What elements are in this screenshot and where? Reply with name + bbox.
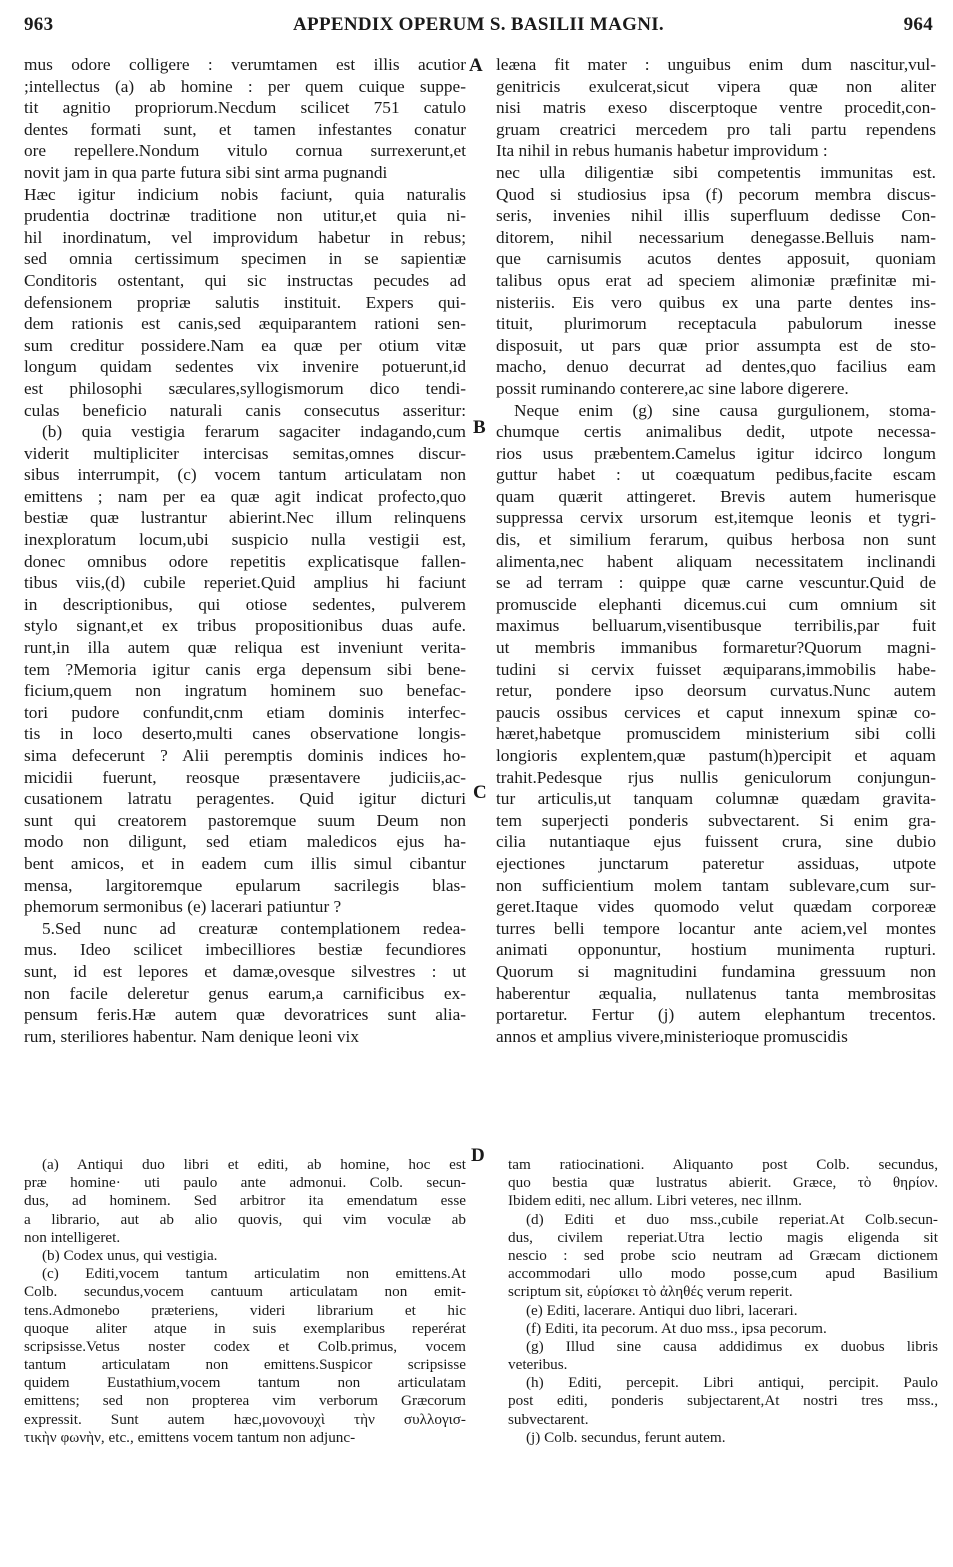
text-line: sed omnia certissimum specimen in se sapientiæ <box>24 249 466 269</box>
text-line: stylo signant,et ex tribus propositionibus duas aufe. <box>24 616 466 636</box>
text-line: Colb. secundus,vocem cantuum articulatam non emit- <box>24 1283 466 1301</box>
text-line: Neque enim (g) sine causa gurgulionem, stoma- <box>514 400 936 420</box>
text-line: retur, pondere ipso deorsum curvatus.Nunc autem <box>496 681 936 701</box>
text-line: tori pudore confundit,cnm etiam dominis interfec- <box>24 702 466 722</box>
text-line: novit jam in qua parte futura sibi sint arma pugnandi <box>24 162 388 182</box>
text-line: prudentia doctrinæ traditione non utitur,et quia ni- <box>24 206 466 226</box>
text-line: Hæc igitur indicium nobis faciunt, quia naturalis <box>24 184 466 204</box>
text-line: tituit, plurimorum receptacula pabulorum inesse <box>496 314 936 334</box>
text-line: non facile deleretur genus earum,a carnificibus ex- <box>24 983 466 1003</box>
text-line: rum, steriliores habentur. Nam denique leoni vix <box>24 1026 359 1046</box>
text-line: (g) Illud sine causa addidimus ex duobus libris <box>526 1337 938 1355</box>
text-line: tam ratiocinationi. Aliquanto post Colb. secundus, <box>508 1156 938 1173</box>
text-line: seris, invenies nihil illis superfluum dedisse Con- <box>496 206 936 226</box>
text-line: quo bestia quæ lustratus abierit. Græce, τὸ θηρίον. <box>508 1174 938 1192</box>
text-line: subvectarent. <box>508 1410 589 1428</box>
running-head <box>24 14 933 44</box>
text-line: (b) Codex unus, qui vestigia. <box>42 1246 218 1264</box>
text-line: ditorem, nihil necessarium denegasse.Belluis nam- <box>496 227 936 247</box>
text-line: cilia nutantiaque ejus fuissent crura, sine dubio <box>496 832 936 852</box>
text-line: ut membris immanibus formaretur?Quorum magni- <box>496 638 936 658</box>
text-line: paucis ossibus cervices et caput innexum spinæ co- <box>496 702 936 722</box>
text-line: maximus belluarum,visentibusque terribilis,par fuit <box>496 616 936 636</box>
text-line: dentes formati sunt, et tamen infestantes conatur <box>24 119 466 139</box>
text-line: veteribus. <box>508 1356 568 1374</box>
text-line: sum creditur possidere.Nam ea quæ per otium vitæ <box>24 335 466 355</box>
left-text-column <box>24 54 466 1047</box>
text-line: inexploratum locum,ubi suspicio nulla vestigii est, <box>24 530 466 550</box>
text-line: disposuit, ut pars quæ prior assumpta est de sto- <box>496 335 936 355</box>
text-line: nescio : sed probe scio neutram ad Græcam dictionem <box>508 1246 938 1264</box>
text-line: nec ulla diligentiæ sibi competentis immunitas est. <box>496 162 936 182</box>
text-line: nisteriis. Eis vero quibus ex una parte dentes ins- <box>496 292 936 312</box>
text-line: tens.Admonebo præteriens, videri librarium et hic <box>24 1301 466 1319</box>
text-line: donec omnibus odore repetitis explicatisque fallen- <box>24 551 466 571</box>
text-line: tem ?Memoria igitur canis erga depensum sibi bene- <box>24 659 466 679</box>
text-line: tur articulis,ut tanquam columnæ quædam gravita- <box>496 789 936 809</box>
text-line: hil inordinatum, vel improvidum habetur in rebus; <box>24 227 466 247</box>
text-line: tibus viis,(d) cubile reperiet.Quid amplius hi faciunt <box>24 573 466 593</box>
text-line: præ homine· uti paulo ante admonui. Colb. secun- <box>24 1174 466 1192</box>
text-line: pensum feris.Hæ autem quæ devoratrices sunt alia- <box>24 1005 466 1025</box>
text-line: post editi, ponderis subjectarent,At nostri tres mss., <box>508 1392 938 1410</box>
text-line: non sufficientium molem tantam sublevare,cum sur- <box>496 875 936 895</box>
text-line: guttur habet : ut coæquatum pedibus,facite escam <box>496 465 936 485</box>
text-line: modo non diligunt, sed etiam maledicos ejus ha- <box>24 832 466 852</box>
text-line: (d) Editi et duo mss.,cubile reperiat.At Colb.secun- <box>526 1210 938 1228</box>
text-line: emittens; sed non propterea vim verborum Græcorum <box>24 1392 466 1410</box>
text-line: tudini si cervix fuisset æquiparans,immobilis habe- <box>496 659 936 679</box>
text-line: genitricis exulcerat,sicut vipera quæ non aliter <box>496 76 936 96</box>
text-line: cusationem latratu peragentes. Quid igitur dicturi <box>24 789 466 809</box>
text-line: tis in loco deserto,multi canes observatione longis- <box>24 724 466 744</box>
text-line: (f) Editi, ita pecorum. At duo mss., ipsa pecorum. <box>526 1319 827 1337</box>
text-line: τικὴν φωνὴν, etc., emittens vocem tantum non adjunc- <box>24 1428 356 1446</box>
text-line: portaretur. Fertur (j) autem elephantum trecentos. <box>496 1005 936 1025</box>
text-line: sima defecerunt ? Alii peremptis dominis indices ho- <box>24 746 466 765</box>
text-line: Quorum si magnitudini fundamina gressuum non <box>496 961 936 981</box>
text-line: que carnisumis acutos dentes apposuit, quoniam <box>496 249 936 269</box>
text-line: mus. Ideo scilicet imbecilliores bestiæ fecundiores <box>24 940 466 960</box>
running-title: APPENDIX OPERUM S. BASILII MAGNI. <box>293 14 664 35</box>
text-line: trahit.Pedesque rjus nullis geniculorum conjungun- <box>496 767 936 787</box>
margin-letter-b: B <box>473 417 486 438</box>
text-line: alimenta,nec habent aliquam necessitatem inclinandi <box>496 551 936 571</box>
text-line: accommodari ullo modo posse,cum apud Basilium <box>508 1265 938 1283</box>
footnotes-right <box>508 1156 938 1447</box>
text-line: in descriptionibus, qui otiose sedentes, pulverem <box>24 594 466 614</box>
text-line: defensionem propriæ salutis instituit. Expers qui- <box>24 292 466 312</box>
text-line: 5.Sed nunc ad creaturæ contemplationem redea- <box>42 918 466 938</box>
text-line: tantum articulatam non emittens.Suspicor scripsisse <box>24 1356 466 1374</box>
text-line: tit agnitio propriorum.Necdum scilicet 751 catulo <box>24 98 466 118</box>
text-line: gruam creatrici mercedem pro tali partu rependens <box>496 119 936 139</box>
right-text-column <box>496 54 936 1047</box>
margin-letter-d: D <box>471 1145 485 1166</box>
text-line: mensa, largitoremque epularum sacrilegis blas- <box>24 875 466 895</box>
text-line: runt,in illa autem quæ reliqua est inveniunt verita- <box>24 638 466 658</box>
text-line: dus, ad hominem. Sed arbitror ita emendatum esse <box>24 1192 466 1210</box>
text-line: dis, et similium ferarum, quibus herbosa non sunt <box>496 530 936 550</box>
text-line: non intelligeret. <box>24 1228 121 1246</box>
text-line: nisi matris exeso discerptoque ventre procedit,con- <box>496 98 936 118</box>
text-line: mus odore colligere : verumtamen est illis acutior <box>24 55 466 74</box>
text-line: rios usus præbentem.Camelus igitur idcirco longum <box>496 443 936 463</box>
text-line: dus, civilem reperiat.Utra lectio magis eligenda sit <box>508 1228 938 1246</box>
text-line: (j) Colb. secundus, ferunt autem. <box>526 1428 726 1446</box>
text-line: Conditoris ostentant, qui sic instructas pecudes ad <box>24 270 466 290</box>
text-line: suppressa cervix ursorum est,itemque leonis et tygri- <box>496 508 936 528</box>
text-line: macho, denuo decurrat ad dentes,quo facilius eam <box>496 357 936 377</box>
text-line: (e) Editi, lacerare. Antiqui duo libri, lacerari. <box>526 1301 798 1319</box>
text-line: ficium,quem non ingratum hominem suo benefac- <box>24 681 466 701</box>
text-line: ejectiones junctarum pateretur assiduas, utpote <box>496 853 936 873</box>
text-line: promuscide elephanti dicemus.cui cum omnium sit <box>496 594 936 614</box>
page-number-left: 963 <box>24 14 54 35</box>
text-line: (b) quia vestigia ferarum sagaciter indagando,cum <box>42 422 466 442</box>
text-line: bestiæ quæ lustrantur abierint.Nec illum relinquens <box>24 508 466 528</box>
text-line: culas beneficio naturali canis consecutus asseritur: <box>24 400 466 420</box>
text-line: annos et amplius vivere,ministerioque promuscidis <box>496 1026 848 1046</box>
text-line: tem superjecti ponderis subvectarent. Si enim gra- <box>496 810 936 830</box>
text-line: scriptum sit, εὑρίσκει τὸ ἀληθές verum reperit. <box>508 1283 793 1301</box>
text-line: talibus opus erat ad speciem alimoniæ præfinitæ mi- <box>496 270 936 290</box>
text-line: hæret,habetque promuscidem ministerium sibi colli <box>496 724 936 744</box>
text-line: micidii fuerunt, reosque præsentavere judiciis,ac- <box>24 767 466 787</box>
text-line: quam quærit attingeret. Brevis autem humerisque <box>496 486 936 506</box>
text-line: geret.Itaque vides quomodo velut quædam corporeæ <box>496 897 936 917</box>
text-line: phemorum sermonibus (e) lacerari patiuntur ? <box>24 897 342 917</box>
text-line: quoque aliter atque in suis exemplaribus reperérat <box>24 1319 466 1337</box>
text-line: emittens ; nam per ea quæ agit indicat profecto,quo <box>24 486 466 506</box>
text-line: turres belli tempore locantur ante aciem,vel montes <box>496 918 936 938</box>
text-line: Ita nihil in rebus humanis habetur improvidum : <box>496 141 828 161</box>
text-line: bent amicos, et in eadem cum illis simul cibantur <box>24 853 466 873</box>
text-line: Ibidem editi, nec allum. Libri veteres, nec illnm. <box>508 1192 802 1210</box>
text-line: sunt qui creatorem pastoremque suum Deum non <box>24 810 466 830</box>
text-line: (a) Antiqui duo libri et editi, ab homine, hoc est <box>42 1156 466 1173</box>
text-line: dem rationis est canis,sed æquiparantem rationi sen- <box>24 314 466 334</box>
text-line: Quod si studiosius ipsa (f) pecorum membra discus- <box>496 184 936 204</box>
text-line: leæna fit mater : unguibus enim dum nascitur,vul- <box>496 55 936 74</box>
page-number-right: 964 <box>903 14 933 35</box>
text-line: a librario, aut ab alio quovis, qui vim voculæ ab <box>24 1210 466 1228</box>
text-line: quidem Eustathium,vocem tantum non articulatam <box>24 1374 466 1392</box>
text-line: ore repellere.Nondum vitulo cornua surrexerunt,et <box>24 141 466 161</box>
text-line: possit ruminando conterere,ac sine labore digerere. <box>496 378 849 398</box>
margin-letter-a: A <box>469 55 483 76</box>
text-line: se ad terram : quippe quæ carne vescuntur.Quid de <box>496 573 936 593</box>
text-line: est philosophi sæculares,syllogismorum dico tendi- <box>24 378 466 398</box>
footnotes-left <box>24 1156 466 1447</box>
text-line: scripsisse.Vetus noster codex et Colb.primus, vocem <box>24 1337 466 1355</box>
text-line: viderit multipliciter intercisas semitas,omnes discur- <box>24 443 466 463</box>
text-line: sunt, id est lepores et damæ,ovesque silvestres : ut <box>24 961 466 981</box>
text-line: expressit. Sunt autem hæc,μονονουχὶ τὴν συλλογισ- <box>24 1410 466 1428</box>
margin-letter-c: C <box>473 782 487 803</box>
text-line: chumque certis animalibus dedit, utpote necessa- <box>496 422 936 442</box>
text-line: (h) Editi, percepit. Libri antiqui, percipit. Paulo <box>526 1374 938 1392</box>
text-line: (c) Editi,vocem tantum articulatim non emittens.At <box>42 1265 466 1283</box>
text-line: longum quidam sedentes vix invenire potuerunt,id <box>24 357 466 377</box>
text-line: haberentur æqualia, nullatenus tanta membrositas <box>496 983 936 1003</box>
text-line: longioris explentem,quæ pastum(h)percipit et aquam <box>496 746 936 765</box>
text-line: animati opponuntur, hostium munimenta rupturi. <box>496 940 936 960</box>
text-line: ;intellectus (a) ab homine : per quem cuique suppe- <box>24 76 466 96</box>
text-line: sibus interrumpit, (c) vocem tantum articulatam non <box>24 465 466 485</box>
